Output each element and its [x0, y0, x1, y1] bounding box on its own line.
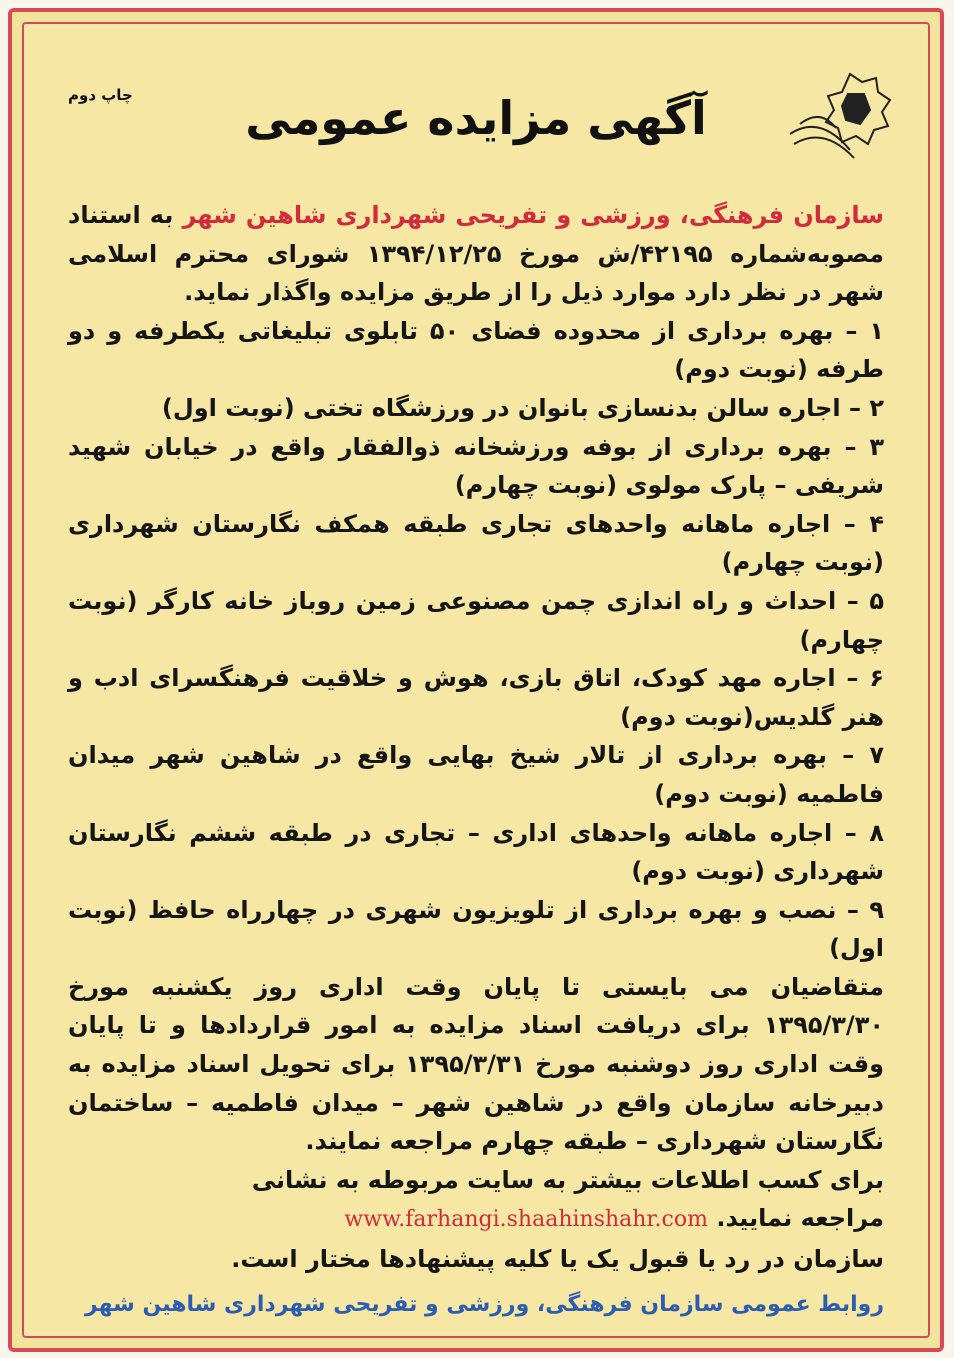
list-item: ۶ – اجاره مهد کودک، اتاق بازی، هوش و خلاقیت فرهنگسرای ادب و هنر گلدیس(نوبت دوم)	[68, 664, 884, 731]
list-item: ۴ – اجاره ماهانه واحدهای تجاری طبقه همکف نگارستان شهرداری (نوبت چهارم)	[68, 509, 884, 577]
public-relations-footer: روابط عمومی سازمان فرهنگی، ورزشی و تفریحی شهرداری شاهین شهر	[84, 1292, 884, 1317]
organization-name: سازمان فرهنگی، ورزشی و تفریحی شهرداری شاهین شهر	[182, 201, 884, 229]
website-row	[68, 1199, 884, 1240]
print-edition-label: چاپ دوم	[68, 86, 133, 104]
list-item: ۷ – بهره برداری از تالار شیخ بهایی واقع در شاهین شهر میدان فاطمیه (نوبت دوم)	[68, 741, 884, 808]
refer-text: مراجعه نمایید.	[716, 1204, 884, 1233]
rights-paragraph: سازمان در رد یا قبول یک یا کلیه پیشنهادها مختار است.	[231, 1245, 884, 1274]
intro-paragraph	[68, 196, 884, 312]
municipality-emblem-icon	[780, 64, 900, 164]
more-info-paragraph: برای کسب اطلاعات بیشتر به سایت مربوطه به نشانی	[251, 1165, 884, 1194]
list-item: ۸ – اجاره ماهانه واحدهای اداری – تجاری در طبقه ششم نگارستان شهرداری (نوبت دوم)	[68, 818, 884, 886]
list-item: ۹ – نصب و بهره برداری از تلویزیون شهری در چهارراه حافظ (نوبت اول)	[68, 895, 884, 963]
announcement-body	[68, 196, 884, 1279]
list-item: ۵ – احداث و راه اندازی چمن مصنوعی زمین روباز خانه کارگر (نوبت چهارم)	[68, 586, 884, 654]
ad-inner-frame	[22, 22, 930, 1338]
list-item: ۲ – اجاره سالن بدنسازی بانوان در ورزشگاه تختی (نوبت اول)	[161, 393, 884, 422]
website-link[interactable]: www.farhangi.shaahinshahr.com	[344, 1207, 708, 1233]
ad-header	[24, 24, 928, 174]
list-item: ۳ – بهره برداری از بوفه ورزشخانه ذوالفقار واقع در خیابان شهید شریفی – پارک مولوی (نوبت چهارم)	[68, 432, 884, 500]
intro-text: به استناد مصوبه‌شماره ۴۲۱۹۵/ش مورخ ۱۳۹۴/۱۲/۲۵ شورای محترم اسلامی شهر در نظر دارد موارد ذیل را از طریق مزایده واگذار نماید.	[68, 201, 884, 307]
list-item: ۱ – بهره برداری از محدوده فضای ۵۰ تابلوی تبلیغاتی یکطرفه و دو طرفه (نوبت دوم)	[68, 316, 885, 384]
page-title: آگهی مزایده عمومی	[245, 91, 707, 145]
instructions-paragraph: متقاضیان می بایستی تا پایان وقت اداری روز یکشنبه مورخ ۱۳۹۵/۳/۳۰ برای دریافت اسناد مزایده به امور قراردادها و تا پایان وقت اداری روز دوشنبه مورخ ۱۳۹۵/۳/۳۱ برای تحویل اسناد مزایده به دبیرخانه سازمان واقع در شاهین شهر – میدان فاطمیه – ساختمان نگارستان شهرداری – طبقه چهارم مراجعه نمایند.	[68, 972, 884, 1156]
